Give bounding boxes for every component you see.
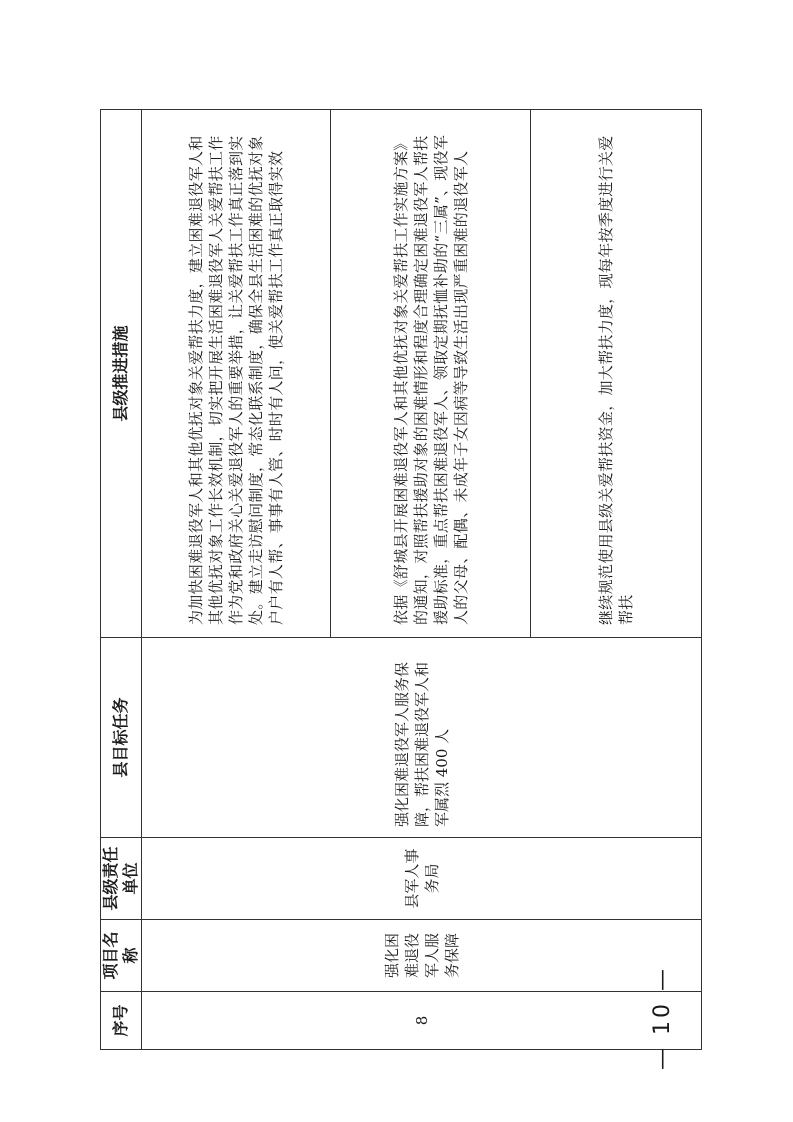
header-target: 县目标任务 <box>101 638 142 838</box>
rotated-page-content <box>100 110 702 1050</box>
cell-measure-2 <box>330 110 531 638</box>
measures-table <box>100 109 702 1050</box>
header-measures: 县级推进措施 <box>101 110 142 638</box>
measure-text-3: 继续规范使用县级关爱帮扶资金，加大帮扶力度，现每年按季度进行关爱帮扶 <box>597 135 636 625</box>
header-unit: 县级责任单位 <box>101 838 142 920</box>
cell-measure-3 <box>531 110 702 638</box>
cell-measure-1 <box>142 110 331 638</box>
measure-text-2: 依据《舒城县开展困难退役军人和其他优抚对象关爱帮扶工作实施方案》的通知，对照帮扶援助对象的困难情形和程度合理确定困难退役军人帮扶援助标准，重点帮扶困难退役军人、领取定期抚恤补助的“三属”、现役军人的父母、配偶、未成年子女因病等导致生活出现严重困难的退役军人 <box>391 134 470 625</box>
cell-seq: 8 <box>142 992 702 1050</box>
table-row <box>142 110 331 1050</box>
page-number-container <box>650 910 710 1110</box>
measure-text-1: 为加快困难退役军人和其他优抚对象关爱帮扶力度，建立困难退役军人和其他优抚对象工作长效机制，切实把开展生活困难退役军人关爱帮扶工作作为党和政府关心关爱退役军人的重要举措，让关爱帮扶工作真正落到实处。建立走访慰问制度，常态化联系制度，确保全县生活困难的优抚对象户户有人帮、事事有人管、时时有人问，使关爱帮扶工作真正取得实效 <box>186 135 285 625</box>
page-number: — 10 — <box>650 966 675 1070</box>
cell-target: 强化困难退役军人服务保障，帮扶困难退役军人和军属烈 400 人 <box>142 638 702 838</box>
table-header-row <box>101 110 142 1050</box>
header-seq: 序号 <box>101 992 142 1050</box>
header-project: 项目名称 <box>101 920 142 992</box>
cell-project: 强化困难退役军人服务保障 <box>142 920 702 992</box>
cell-unit: 县军人事务局 <box>142 838 702 920</box>
